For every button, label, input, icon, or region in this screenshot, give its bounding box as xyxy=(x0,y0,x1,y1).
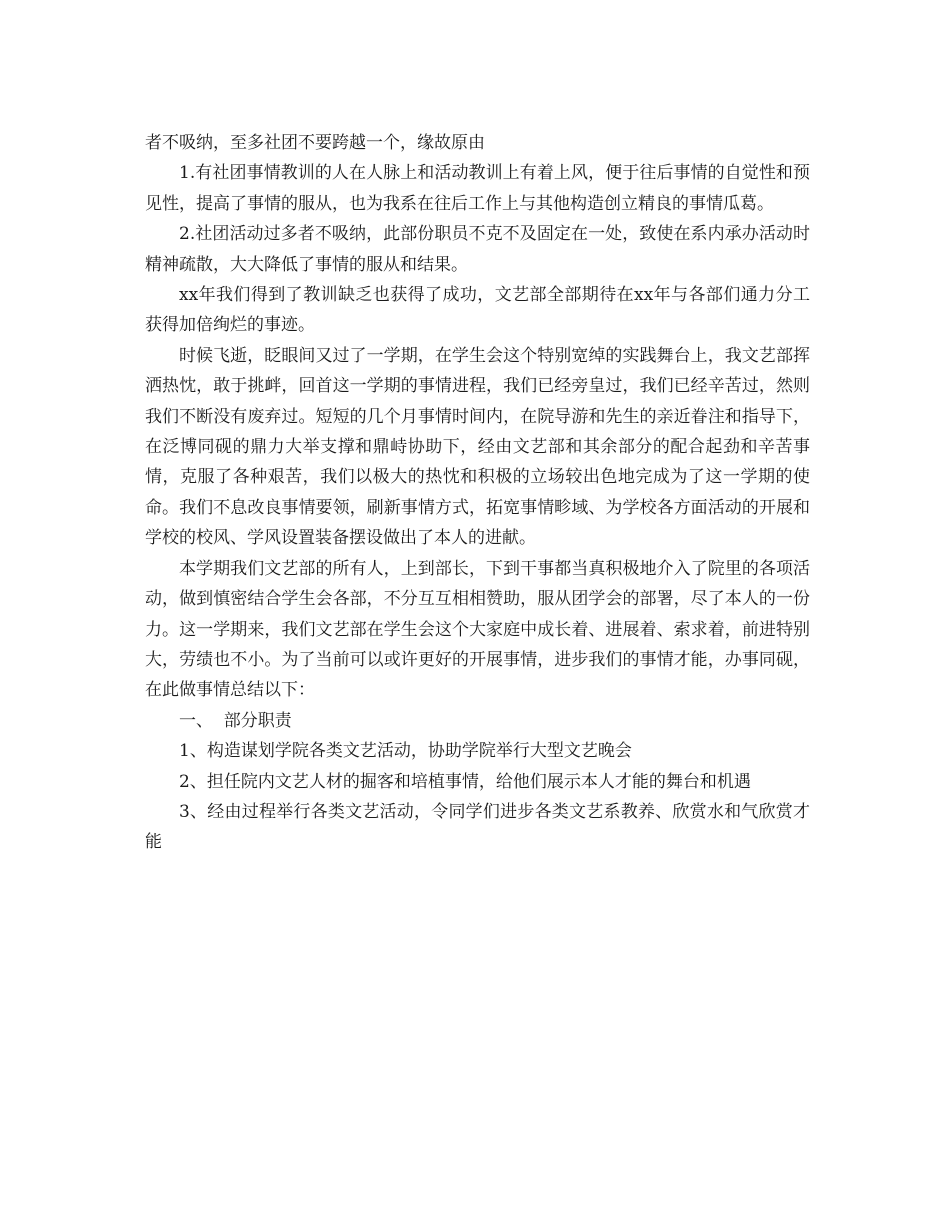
section-heading-duties: 一、 部分职责 xyxy=(179,710,292,731)
duty-item-2: 2、担任院内文艺人材的掘客和培植事情，给他们展示本人才能的舞台和机遇 xyxy=(179,771,751,792)
paragraph-point-2: 2.社团活动过多者不吸纳，此部份职员不克不及固定在一处，致使在系内承办活动时精神疏散，大大降低了事情的服从和结果。 xyxy=(145,224,810,275)
duty-item-1: 1、构造谋划学院各类文艺活动，协助学院举行大型文艺晚会 xyxy=(179,741,632,762)
paragraph-semester-review: 时候飞逝，眨眼间又过了一学期，在学生会这个特别宽绰的实践舞台上，我文艺部挥洒热忱，敢于挑衅，回首这一学期的事情进程，我们已经旁皇过，我们已经辛苦过，然则我们不断没有废弃过。短短的几个月事情时间内，在院导游和先生的亲近眷注和指导下，在泛博同砚的鼎力大举支撑和鼎峙协助下，经由文艺部和其余部分的配合起劲和辛苦事情，克服了各种艰苦，我们以极大的热忱和积极的立场较出色地完成为了这一学期的使命。我们不息改良事情要领，刷新事情方式，拓宽事情畛域、为学校各方面活动的开展和学校的校风、学风设置装备摆设做出了本人的进献。 xyxy=(145,345,810,549)
paragraph-continuation: 者不吸纳，至多社团不要跨越一个，缘故原由 xyxy=(145,133,485,153)
paragraph-summary: xx年我们得到了教训缺乏也获得了成功，文艺部全部期待在xx年与各部们通力分工获得加倍绚烂的事迹。 xyxy=(145,285,810,336)
paragraph-department-work: 本学期我们文艺部的所有人，上到部长，下到干事都当真积极地介入了院里的各项活动，做到慎密结合学生会各部，不分互互相相赞助，服从团学会的部署，尽了本人的一份力。这一学期来，我们文艺部在学生会这个大家庭中成长着、进展着、索求着，前进特别大，劳绩也不小。为了当前可以或许更好的开展事情，进步我们的事情才能，办事同砚，在此做事情总结以下： xyxy=(145,558,810,701)
document-body xyxy=(145,128,810,858)
duty-item-3: 3、经由过程举行各类文艺活动，令同学们进步各类文艺系教养、欣赏水和气欣赏才能 xyxy=(145,801,810,853)
paragraph-point-1: 1.有社团事情教训的人在人脉上和活动教训上有着上风，便于往后事情的自觉性和预见性，提高了事情的服从，也为我系在往后工作上与其他构造创立精良的事情瓜葛。 xyxy=(145,163,810,214)
